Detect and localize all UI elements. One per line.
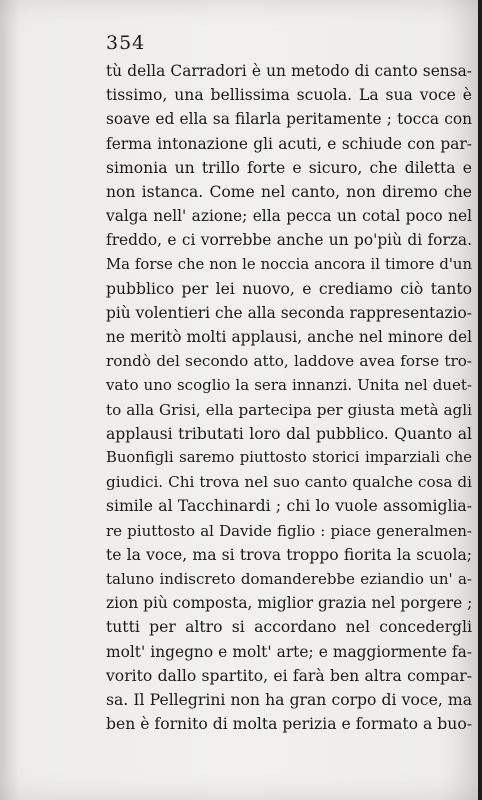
- text-line: vato uno scoglio la sera innanzi. Unita nel duet-: [106, 376, 472, 395]
- text-line: più volentieri che alla seconda rappresentazio-: [106, 303, 472, 322]
- text-line: valga nell' azione; ella pecca un cotal poco nel: [106, 207, 472, 226]
- page-edge: [478, 0, 482, 800]
- text-line: tutti per altro si accordano nel concedergli: [106, 618, 472, 637]
- text-line: applausi tributati loro dal pubblico. Quanto al: [106, 424, 472, 443]
- text-line: to alla Grisi, ella partecipa per giusta metà agli: [106, 400, 472, 419]
- text-line: zion più composta, miglior grazia nel porgere ;: [106, 594, 473, 613]
- text-line: giudici. Chi trova nel suo canto qualche cosa di: [106, 473, 472, 492]
- text-line: te la voce, ma si trova troppo fiorita la scuola;: [106, 545, 472, 564]
- text-line: non istanca. Come nel canto, non diremo che: [106, 182, 472, 201]
- body-text: [106, 59, 472, 736]
- text-line: tù della Carradori è un metodo di canto sensa-: [106, 62, 472, 80]
- text-line: vorito dallo spartito, ei farà ben altra compar-: [106, 666, 472, 685]
- text-line: taluno indiscreto domanderebbe eziandio un' a-: [106, 569, 472, 588]
- text-line: molt' ingegno e molt' arte; e maggiormente fa-: [106, 642, 472, 661]
- text-line: ben è fornito di molta perizia e formato a buo-: [106, 715, 472, 734]
- text-line: simonia un trillo forte e sicuro, che diletta e: [106, 158, 472, 177]
- text-line: simile al Tacchinardi ; chi lo vuole assomiglia-: [106, 497, 472, 516]
- text-line: ne meritò molti applausi, anche nel minore del: [106, 328, 472, 347]
- text-line: Buonfigli saremo piuttosto storici imparziali che: [106, 449, 472, 466]
- text-line: soave ed ella sa filarla peritamente ; tocca con: [106, 110, 472, 129]
- text-line: freddo, e ci vorrebbe anche un po'più di forza.: [106, 231, 472, 250]
- text-line: rondò del secondo atto, laddove avea forse tro-: [106, 352, 472, 371]
- text-line: tissimo, una bellissima scuola. La sua voce è: [106, 86, 472, 105]
- text-line: re piuttosto al Davide figlio : piace generalmen-: [106, 521, 472, 540]
- text-line: sa. Il Pellegrini non ha gran corpo di voce, ma: [106, 690, 472, 709]
- text-line: ferma intonazione gli acuti, e schiude con par-: [106, 134, 472, 153]
- page-number: 354: [106, 32, 146, 54]
- text-line: pubblico per lei nuovo, e crediamo ciò tanto: [106, 279, 472, 298]
- text-line: Ma forse che non le noccia ancora il timore d'un: [106, 255, 472, 273]
